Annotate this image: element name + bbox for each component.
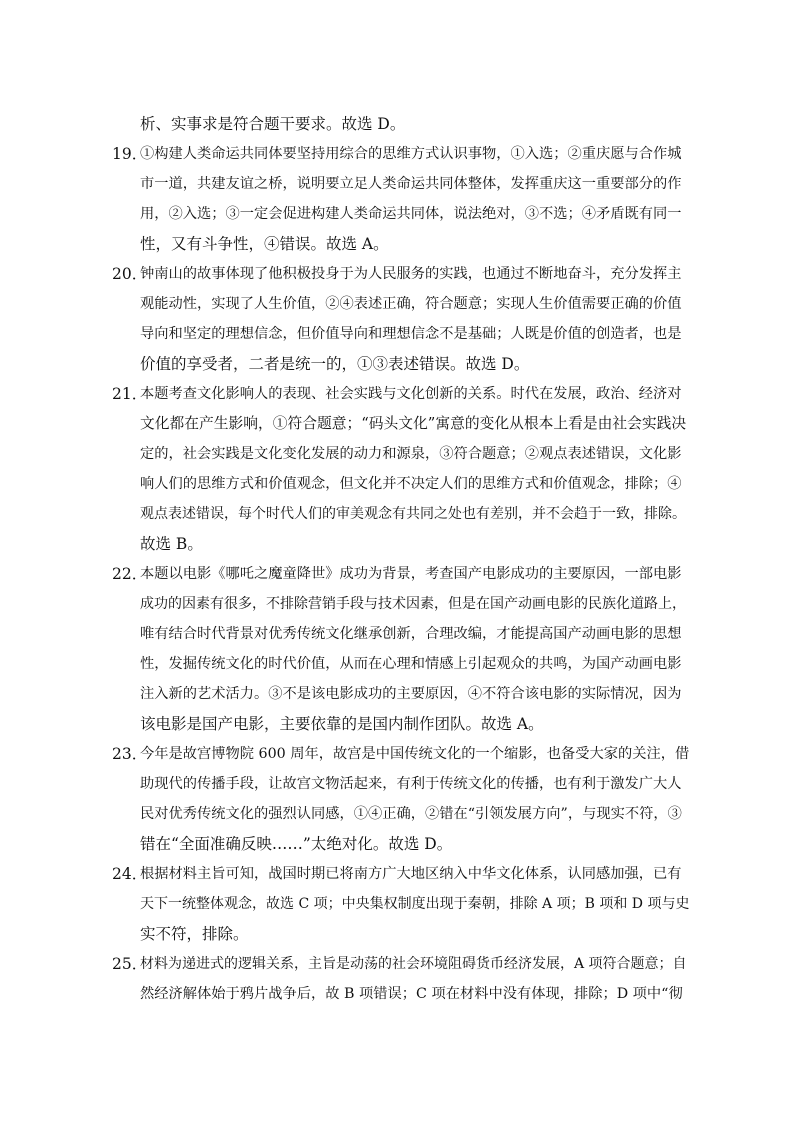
item-line: 故选 B。 (140, 535, 203, 553)
item-line: 市一道，共建友谊之桥，说明要立足人类命运共同体整体，发挥重庆这一重要部分的作 (140, 176, 682, 192)
item-line: 响人们的思维方式和价值观念，但文化并不决定人们的思维方式和价值观念，排除；④ (140, 476, 682, 492)
item-line: 性，又有斗争性，④错误。故选 A。 (140, 235, 389, 253)
item-line: 根据材料主旨可知，战国时期已将南方广大地区纳入中华文化体系，认同感加强，已有 (140, 866, 682, 882)
item-line: 成功的因素有很多，不排除营销手段与技术因素，但是在国产动画电影的民族化道路上， (140, 596, 686, 612)
item-line: 实不符，排除。 (140, 925, 249, 943)
item-line: 注入新的艺术活力。③不是该电影成功的主要原因，④不符合该电影的实际情况，因为 (140, 686, 682, 702)
item-line: 错在“全面准确反映……”太绝对化。故选 D。 (140, 835, 453, 853)
item-line: 性，发掘传统文化的时代价值，从而在心理和情感上引起观众的共鸣，为国产动画电影 (140, 656, 682, 672)
item-number: 19． (112, 145, 148, 163)
item-number: 21． (112, 385, 148, 403)
item-line: 用，②入选；③一定会促进构建人类命运共同体，说法绝对，③不选；④矛盾既有同一 (140, 206, 682, 222)
item-line: 观点表述错误，每个时代人们的审美观念有共同之处也有差别，并不会趋于一致，排除。 (140, 506, 686, 522)
item-line: 助现代的传播手段，让故宫文物活起来，有利于传统文化的传播，也有利于激发广大人 (140, 776, 682, 792)
item-line: 文化都在产生影响，①符合题意；“码头文化”寓意的变化从根本上看是由社会实践决 (140, 415, 687, 432)
item-line: 导向和坚定的理想信念，但价值导向和理想信念不是基础；人既是价值的创造者，也是 (140, 326, 682, 342)
item-line: 天下一统整体观念，故选 C 项；中央集权制度出现于秦朝，排除 A 项；B 项和 D 项与史 (140, 896, 690, 912)
item-number: 25． (112, 955, 148, 973)
item-line: 今年是故宫博物院 600 周年，故宫是中国传统文化的一个缩影，也备受大家的关注，借 (140, 746, 690, 762)
item-number: 24． (112, 865, 148, 883)
item-number: 23． (112, 745, 148, 763)
item-line: 唯有结合时代背景对优秀传统文化继承创新，合理改编，才能提高国产动画电影的思想 (140, 626, 682, 642)
item-line: 钟南山的故事体现了他积极投身于为人民服务的实践，也通过不断地奋斗，充分发挥主 (140, 266, 682, 282)
item-line: 观能动性，实现了人生价值，②④表述正确，符合题意；实现人生价值需要正确的价值 (140, 296, 682, 312)
item-line: 民对优秀传统文化的强烈认同感，①④正确，②错在“引领发展方向”，与现实不符，③ (140, 806, 682, 822)
item-number: 22． (112, 565, 148, 583)
item-line: 定的，社会实践是文化变化发展的动力和源泉，③符合题意；②观点表述错误，文化影 (140, 446, 682, 462)
item-line: 价值的享受者，二者是统一的，①③表述错误。故选 D。 (140, 355, 530, 373)
item-line: 本题以电影《哪吒之魔童降世》成功为背景，考查国产电影成功的主要原因，一部电影 (140, 566, 682, 582)
item-line: 本题考查文化影响人的表现、社会实践与文化创新的关系。时代在发展，政治、经济对 (140, 386, 682, 402)
item-line: 然经济解体始于鸦片战争后，故 B 项错误；C 项在材料中没有体现，排除；D 项中“彻 (140, 986, 683, 1002)
item-line: 该电影是国产电影，主要依靠的是国内制作团队。故选 A。 (140, 715, 544, 733)
item-line: ①构建人类命运共同体要坚持用综合的思维方式认识事物，①入选；②重庆愿与合作城 (140, 146, 682, 162)
item-line: 材料为递进式的逻辑关系，主旨是动荡的社会环境阻碍货币经济发展，A 项符合题意；自 (140, 956, 687, 972)
item-number: 20． (112, 265, 148, 283)
intro-line: 析、实事求是符合题干要求。故选 D。 (140, 115, 406, 133)
